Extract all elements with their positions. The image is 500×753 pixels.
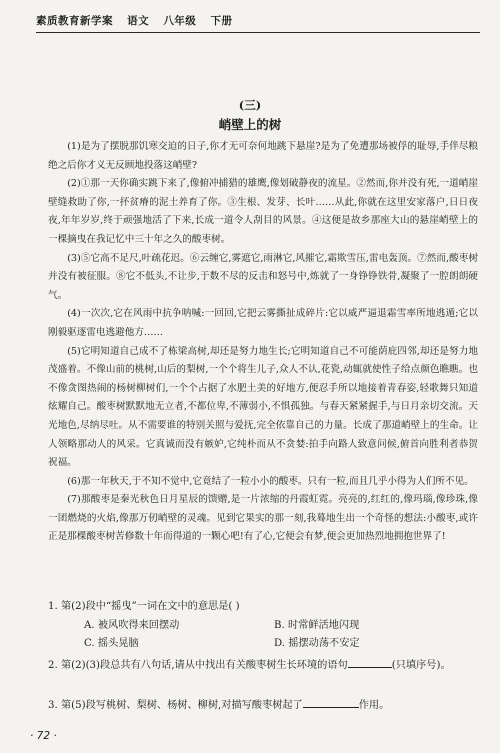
page-header [36,10,480,33]
question-1 [48,598,480,616]
article-title: 峭壁上的树 [218,117,282,132]
option-a: A. 被风吹得来回摆动 [84,620,180,631]
answer-blank[interactable] [348,656,392,668]
option-c: C. 摇头晃脑 [84,638,139,649]
paragraph-3: (3)⑤它高不足尺,叶疏花迟。⑥云缠它,雾遮它,雨淋它,风摧它,霜欺雪压,雷电轰顶。⑦然而,酸枣树并没有被征服。⑧它不低头,不让步,于数不尽的反击和怒号中,炼就了一身铮铮铁骨,凝聚了一腔朗朗硬气。 [48,252,478,301]
paragraph-2: (2)①那一天你确实跳下来了,像俯冲捕猎的雄鹰,像划破静夜的流星。②然而,你并没有死,一道峭崖壁缝救助了你,一抔贫瘠的泥土养育了你。③生根、发芽、长叶……从此,你就在这里安家落户,日日夜夜,年年岁岁,终于顽强地活了下来,长成一道令人刮目的风景。④这便是故乡那座大山的悬崖峭壁上的一棵摘曳在我记忆中三十年之久的酸枣树。 [48,178,478,245]
paragraph-6: (6)那一年秋天,于不知不觉中,它竟结了一粒小小的酸枣。只有一粒,而且几乎小得为人们所不见。 [67,475,474,487]
paragraph-7: (7)那酸枣是秦光秋色日月星辰的馈赠,是一片浓缩的丹霞虹霓。亮亮的,红红的,像玛瑙,像珍珠,像一团燃烧的火焰,像那万仞峭壁的灵魂。见到它果实的那一刻,我蓦地生出一个奇怪的想法:小酸枣,或许正是那棵酸枣树苦修数十年而得道的一颗心吧!有了心,它便会有梦,便会更加热烈地拥抱世界了! [48,494,478,543]
header-term: 下册 [210,15,233,27]
paragraph-1: (1)是为了摆脱那饥寒交迫的日子,你才无可奈何地跳下悬崖?是为了免遭那场被俘的耻辱,手伴尽粮绝之后你才义无反顾地投落这峭壁? [48,141,478,171]
header-subject: 语文 [127,15,150,27]
header-book-title: 素质教育新学案 [36,15,113,27]
question-3-text: 3. 第(5)段写桃树、梨树、杨树、柳树,对描写酸枣树起了 [48,700,303,711]
question-1-text: 1. 第(2)段中“摇曳”一词在文中的意思是( ) [48,601,240,612]
question-2 [48,656,480,675]
question-2-note: (只填序号)。 [391,660,451,671]
article-body [48,138,478,547]
section-number: (三) [238,98,262,112]
header-grade: 八年级 [163,15,197,27]
paragraph-4: (4)一次次,它在风雨中抗争呐喊:一回回,它把云雾撕扯成碎片:它以威严逼退霜雪率所地逃遁;它以刚毅驱逐雷电逃避他方…… [48,308,478,338]
question-3-suffix: 作用。 [358,700,390,711]
question-1-options [84,617,464,653]
option-d: D. 摇摆动荡不安定 [274,638,360,649]
option-b: B. 时常鲜活地闪现 [274,620,360,631]
question-3 [48,696,480,715]
question-2-text: 2. 第(2)(3)段总共有八句话,请从中找出有关酸枣树生长环境的语句 [48,660,348,671]
page-number: · 72 · [30,730,57,742]
answer-blank[interactable] [303,696,359,708]
paragraph-5: (5)它明知道自己成不了栋梁高树,却还是努力地生长;它明知道自己不可能荫庇四邻,却还是努力地茂盛着。不像山前的桃树,山后的梨树,一个个将生儿子,众人不认,花瓷,动辄就使性子给点颜色瞧瞧。也不像贪图热闹的杨树柳树们,一个个占据了水肥土美的好地方,便忍手所以地接着青春姿,轻歌舞只知道炫耀自己。酸枣树默默地无立者,不都位卑,不薄弱小,不惧孤独。与春天紧紧握手,与日月亲切交流。天光地色,尽纳尽吐。从不需要谁的特别关照与爱抚,完全依靠自己的力量。长成了那道峭壁上的生命。让人领略那动人的风采。它真诚而没有嫉妒,它纯朴而从不贪婪:拍手向路人致意问候,俯首向胜利者恭贺祝福。 [48,345,478,469]
